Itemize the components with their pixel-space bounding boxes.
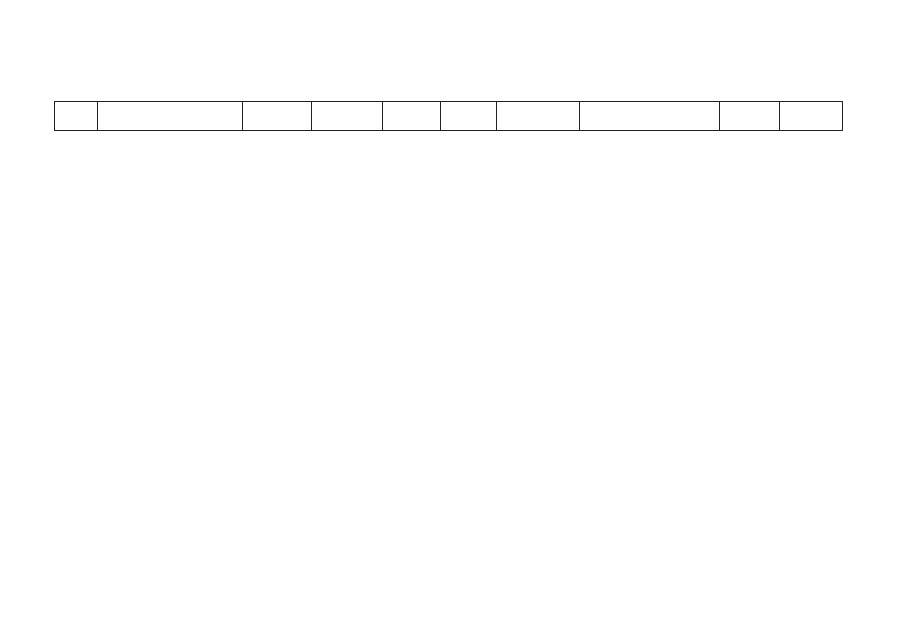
cell-dash (243, 102, 312, 131)
cell-responsible (497, 102, 580, 131)
control-points-table (54, 101, 843, 131)
cell-num (55, 102, 98, 131)
cell-name (98, 102, 243, 131)
continuation-row (55, 102, 843, 131)
cell-link-prev (383, 102, 441, 131)
cell-col10 (780, 102, 843, 131)
cell-col9 (720, 102, 780, 131)
cell-link-next (441, 102, 497, 131)
cell-date (312, 102, 383, 131)
cell-document (580, 102, 720, 131)
